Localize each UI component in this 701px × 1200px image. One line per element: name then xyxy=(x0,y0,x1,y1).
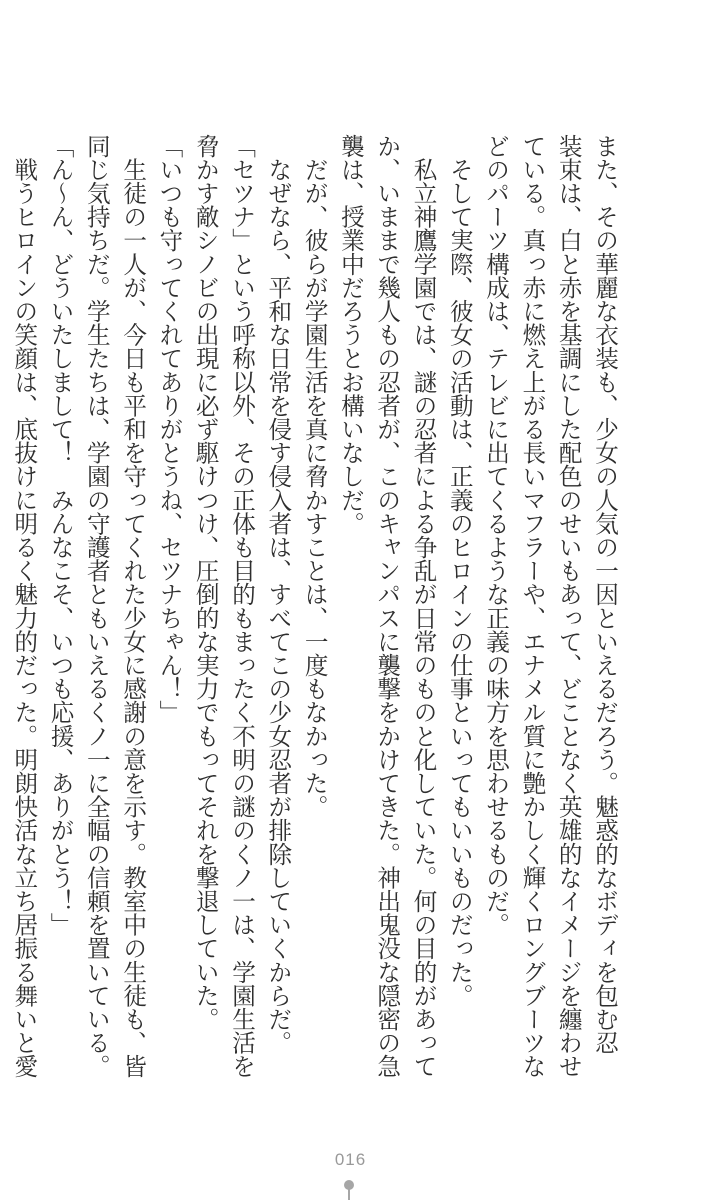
text-line: 生徒の一人が、今日も平和を守ってくれた少女に感謝の意を示す。教室中の生徒も、皆 xyxy=(119,134,148,1078)
text-line: 襲は、授業中だろうとお構いなしだ。 xyxy=(336,134,365,536)
text-line: 戦うヒロインの笑顔は、底抜けに明るく魅力的だった。明朗快活な立ち居振る舞いと愛 xyxy=(10,134,39,1078)
text-line: だが、彼らが学園生活を真に脅かすことは、一度もなかった。 xyxy=(300,134,329,819)
page-marker-icon xyxy=(344,1180,354,1200)
text-line: 私立神鷹学園では、謎の忍者による争乱が日常のものと化していた。何の目的があって xyxy=(409,134,438,1078)
text-line: 装束は、白と赤を基調にした配色のせいもあって、どことなく英雄的なイメージを纏わせ xyxy=(554,134,583,1078)
marker-stem xyxy=(348,1188,350,1200)
text-line: ている。真っ赤に燃え上がる長いマフラーや、エナメル質に艶かしく輝くロングブーツな xyxy=(518,134,547,1078)
text-line: どのパーツ構成は、テレビに出てくるような正義の味方を思わせるものだ。 xyxy=(482,134,511,937)
text-line: 同じ気持ちだ。学生たちは、学園の守護者ともいえるくノ一に全幅の信頼を置いている。 xyxy=(82,134,111,1078)
text-line: 「いつも守ってくれてありがとうね、セツナちゃん！」 xyxy=(155,134,184,724)
text-line: 「ん～ん、どういたしまして！ みんなこそ、いつも応援、ありがとう！」 xyxy=(46,134,75,937)
page-number: 016 xyxy=(334,1150,367,1169)
text-line: 「セツナ」という呼称以外、その正体も目的もまったく不明の謎のくノ一は、学園生活を xyxy=(228,134,257,1078)
text-line: なぜなら、平和な日常を侵す侵入者は、すべてこの少女忍者が排除していくからだ。 xyxy=(264,134,293,1055)
text-line: か、いままで幾人もの忍者が、このキャンパスに襲撃をかけてきた。神出鬼没な隠密の急 xyxy=(373,134,402,1078)
text-line: また、その華麗な衣装も、少女の人気の一因といえるだろう。魅惑的なボディを包む忍 xyxy=(591,134,619,1055)
text-line: そして実際、彼女の活動は、正義のヒロインの仕事といってもいいものだった。 xyxy=(445,134,474,1008)
text-line: 脅かす敵シノビの出現に必ず駆けつけ、圧倒的な実力でもってそれを撃退していた。 xyxy=(191,134,220,1031)
vertical-text-body xyxy=(6,134,623,1078)
